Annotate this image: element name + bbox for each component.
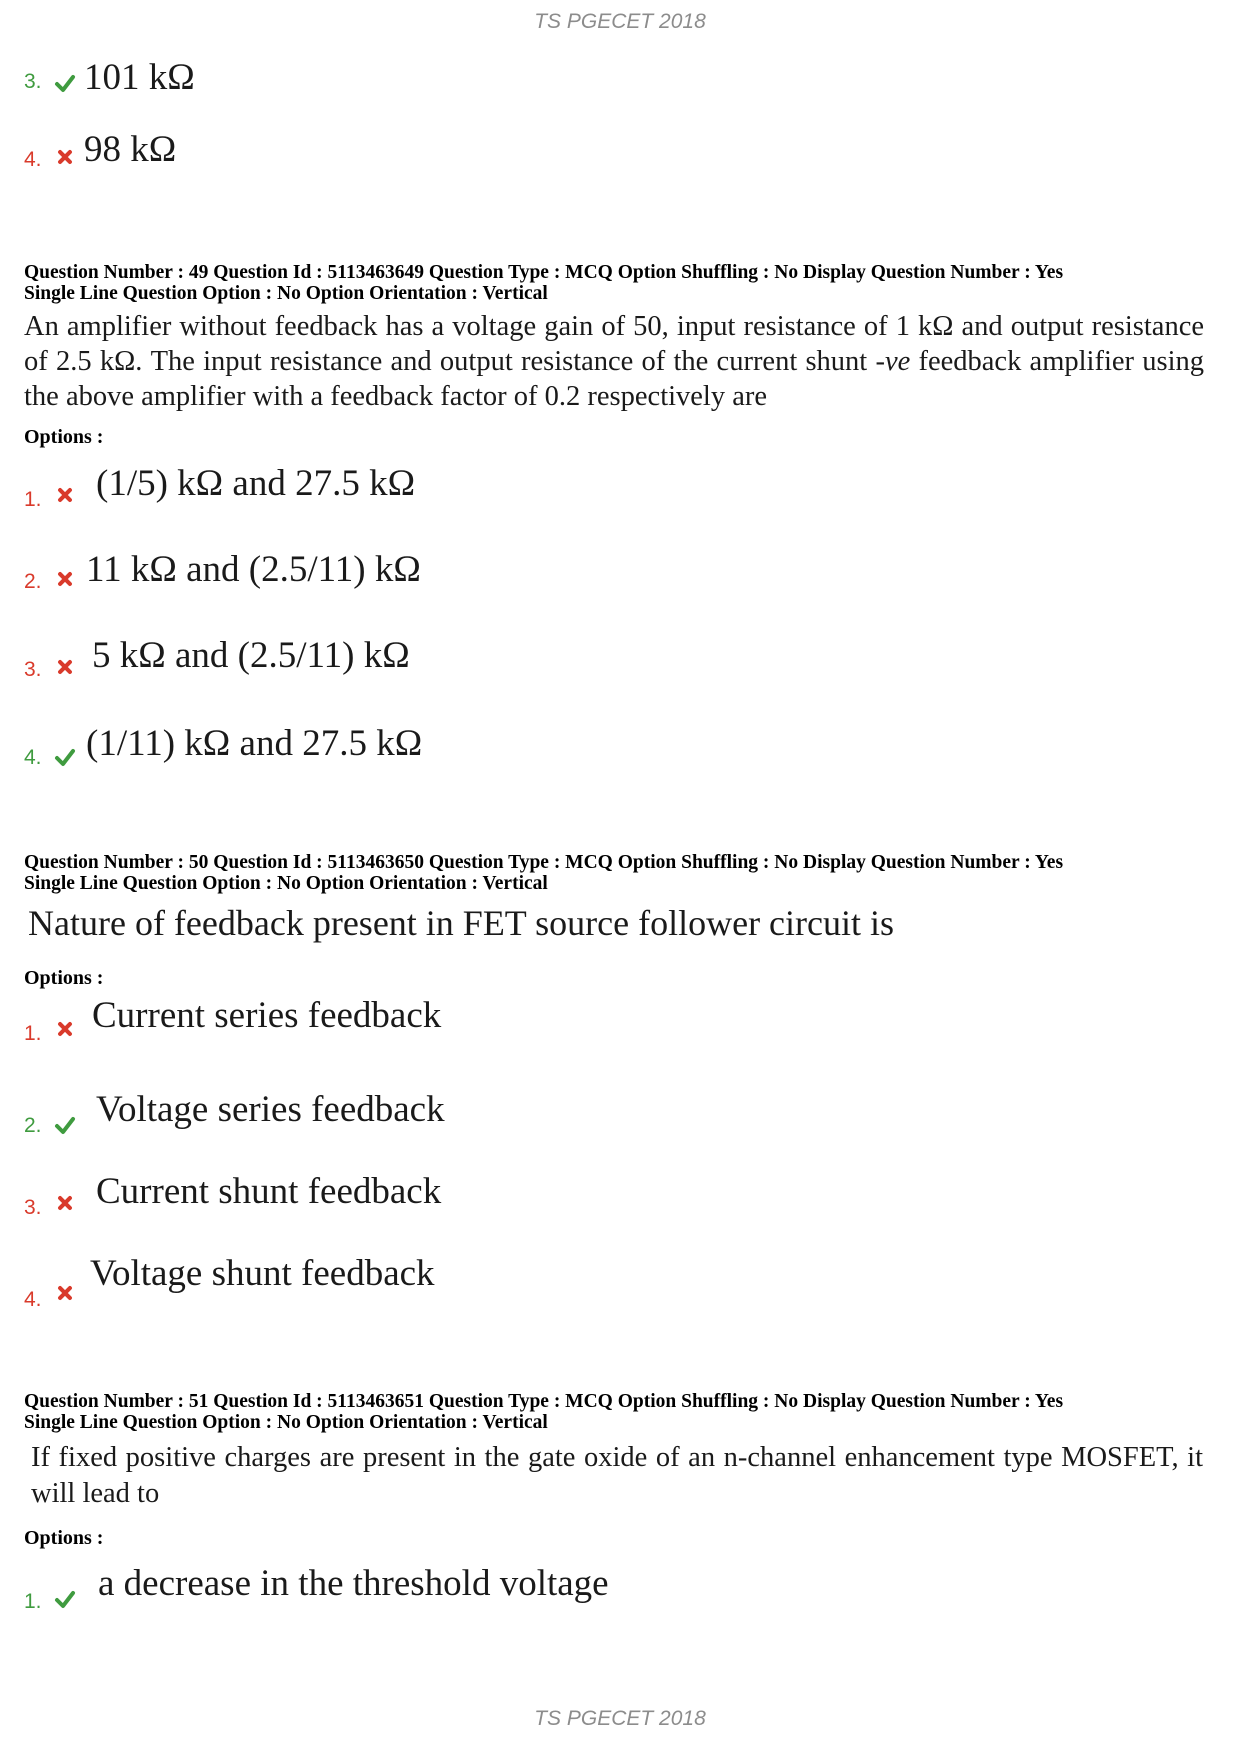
- cross-icon: [56, 486, 74, 504]
- question-text-part: An amplifier without feedback has a voltage gain of 50, input resistance of 1 kΩ and output resistance of 2.5 kΩ. The input resistance and output resistance of the current shunt: [24, 311, 1204, 377]
- option-text: (1/11) kΩ and 27.5 kΩ: [86, 723, 423, 764]
- option-text: Current shunt feedback: [96, 1171, 442, 1212]
- option-text: (1/5) kΩ and 27.5 kΩ: [96, 463, 416, 504]
- option-number: 4.: [24, 746, 42, 769]
- option-number: 2.: [24, 570, 42, 593]
- question-meta-line: Question Number : 51 Question Id : 5113463651 Question Type : MCQ Option Shuffling : No Display Question Number : Yes: [24, 1391, 1064, 1412]
- question-meta-line: Question Number : 49 Question Id : 5113463649 Question Type : MCQ Option Shuffling : No Display Question Number : Yes: [24, 262, 1064, 283]
- cross-icon: [56, 1194, 74, 1212]
- options-label: Options :: [24, 1527, 104, 1549]
- question-text-part: feedback amplifier using the above amplifier with a feedback factor of 0.2 respectively are: [24, 346, 1204, 412]
- options-label: Options :: [24, 967, 104, 989]
- option-number: 2.: [24, 1114, 42, 1137]
- options-label: Options :: [24, 426, 104, 448]
- option-number: 3.: [24, 658, 42, 681]
- cross-icon: [56, 148, 74, 166]
- cross-icon: [56, 658, 74, 676]
- option-text: 5 kΩ and (2.5/11) kΩ: [92, 635, 410, 676]
- question-meta-line: Question Number : 50 Question Id : 5113463650 Question Type : MCQ Option Shuffling : No Display Question Number : Yes: [24, 852, 1064, 873]
- option-text: 101 kΩ: [84, 57, 195, 98]
- option-number: 3.: [24, 1196, 42, 1219]
- option-text: 11 kΩ and (2.5/11) kΩ: [86, 549, 421, 590]
- cross-icon: [56, 570, 74, 588]
- question-meta: [24, 1391, 1214, 1433]
- option-number: 3.: [24, 70, 42, 93]
- option-number: 4.: [24, 148, 42, 171]
- option-number: 1.: [24, 1022, 42, 1045]
- cross-icon: [56, 1284, 74, 1302]
- option-number: 4.: [24, 1288, 42, 1311]
- page-footer: TS PGECET 2018: [534, 1707, 706, 1730]
- check-icon: [54, 72, 76, 94]
- page-header: TS PGECET 2018: [534, 10, 706, 33]
- question-text: Nature of feedback present in FET source follower circuit is: [28, 903, 895, 943]
- question-meta: [24, 262, 1214, 304]
- question-text-italic: -ve: [875, 346, 911, 377]
- option-text: Voltage shunt feedback: [90, 1253, 435, 1294]
- question-meta-line: Single Line Question Option : No Option Orientation : Vertical: [24, 873, 548, 894]
- check-icon: [54, 746, 76, 768]
- option-text: a decrease in the threshold voltage: [98, 1563, 609, 1604]
- option-number: 1.: [24, 1590, 42, 1613]
- question-meta-line: Single Line Question Option : No Option Orientation : Vertical: [24, 1412, 548, 1433]
- cross-icon: [56, 1020, 74, 1038]
- option-text: Current series feedback: [92, 995, 442, 1036]
- question-meta: [24, 852, 1214, 894]
- question-text: [24, 309, 1204, 414]
- question-meta-line: Single Line Question Option : No Option Orientation : Vertical: [24, 283, 548, 304]
- check-icon: [54, 1588, 76, 1610]
- option-number: 1.: [24, 488, 42, 511]
- option-text: 98 kΩ: [84, 129, 177, 170]
- option-text: Voltage series feedback: [96, 1089, 445, 1130]
- question-text: If fixed positive charges are present in the gate oxide of an n-channel enhancement type MOSFET, it will lead to: [31, 1442, 1203, 1509]
- check-icon: [54, 1114, 76, 1136]
